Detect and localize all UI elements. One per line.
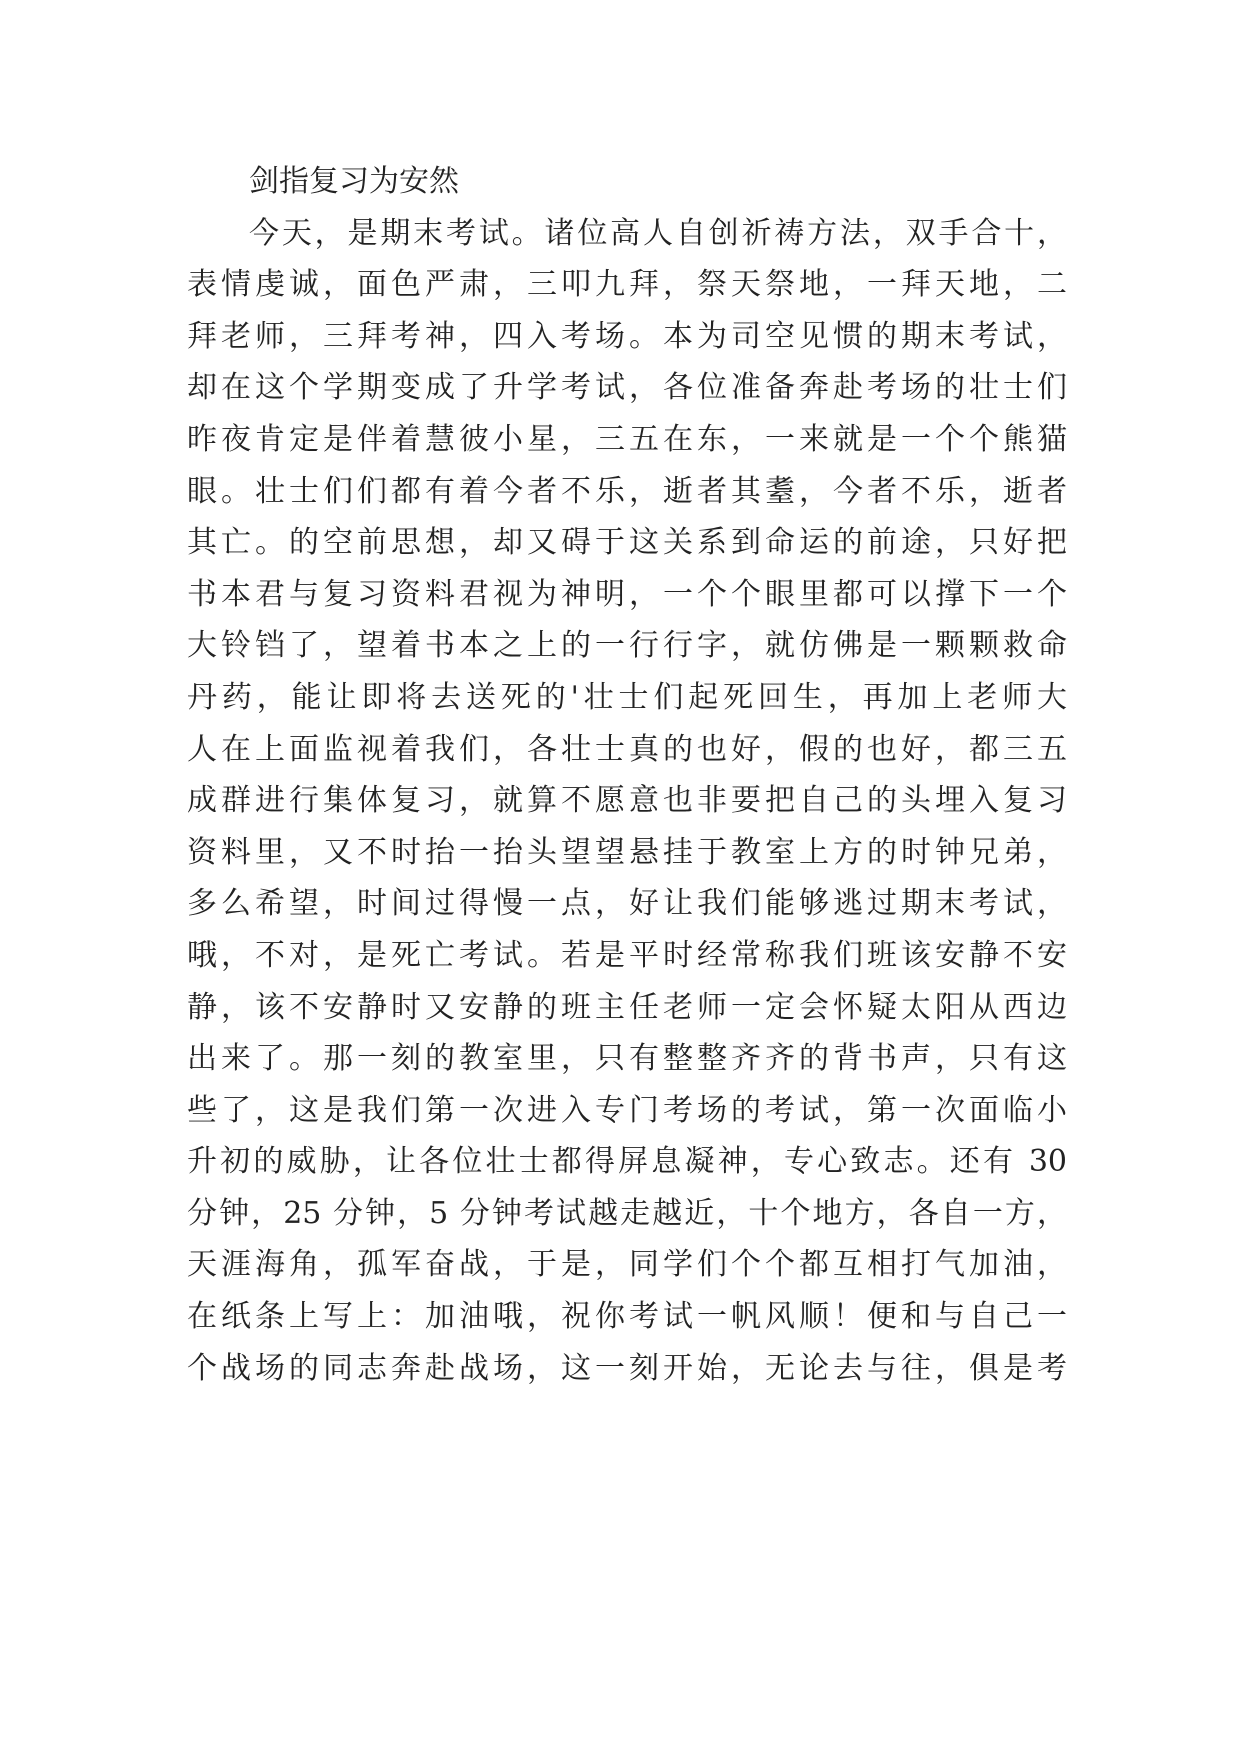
article-title: 剑指复习为安然 — [249, 164, 459, 199]
text-line-11: 人在上面监视着我们，各壮士真的也好，假的也好，都三五 — [187, 731, 1067, 767]
text-line-16: 静，该不安静时又安静的班主任老师一定会怀疑太阳从西边 — [187, 989, 1067, 1025]
article-body — [187, 156, 1067, 1394]
text-line-22: 在纸条上写上：加油哦，祝你考试一帆风顺！便和与自己一 — [187, 1299, 1067, 1335]
text-line-3: 拜老师，三拜考神，四入考场。本为司空见惯的期末考试， — [187, 318, 1067, 354]
text-line-9: 大铃铛了，望着书本之上的一行行字，就仿佛是一颗颗救命 — [187, 628, 1067, 664]
text-line-15: 哦，不对，是死亡考试。若是平时经常称我们班该安静不安 — [187, 937, 1067, 973]
text-line-18: 些了，这是我们第一次进入专门考场的考试，第一次面临小 — [187, 1092, 1067, 1128]
text-line-10: 丹药，能让即将去送死的'壮士们起死回生，再加上老师大 — [187, 679, 1067, 715]
text-line-17: 出来了。那一刻的教室里，只有整整齐齐的背书声，只有这 — [187, 1041, 1067, 1077]
text-line-12: 成群进行集体复习，就算不愿意也非要把自己的头埋入复习 — [187, 783, 1067, 819]
text-line-7: 其亡。的空前思想，却又碍于这关系到命运的前途，只好把 — [187, 525, 1067, 561]
text-line-19: 升初的威胁，让各位壮士都得屏息凝神，专心致志。还有 30 — [187, 1144, 1067, 1180]
text-line-13: 资料里，又不时抬一抬头望望悬挂于教室上方的时钟兄弟， — [187, 834, 1067, 870]
text-line-21: 天涯海角，孤军奋战，于是，同学们个个都互相打气加油， — [187, 1247, 1067, 1283]
text-line-6: 眼。壮士们们都有着今者不乐，逝者其耋，今者不乐，逝者 — [187, 473, 1067, 509]
text-line-23: 个战场的同志奔赴战场，这一刻开始，无论去与往，俱是考 — [187, 1350, 1067, 1386]
text-line-14: 多么希望，时间过得慢一点，好让我们能够逃过期末考试， — [187, 886, 1067, 922]
text-line-5: 昨夜肯定是伴着慧彼小星，三五在东，一来就是一个个熊猫 — [187, 421, 1067, 457]
text-line-1: 今天，是期末考试。诸位高人自创祈祷方法，双手合十， — [249, 215, 1067, 251]
text-line-20: 分钟，25 分钟，5 分钟考试越走越近，十个地方，各自一方， — [187, 1195, 1067, 1231]
text-line-8: 书本君与复习资料君视为神明，一个个眼里都可以撑下一个 — [187, 576, 1067, 612]
text-line-2: 表情虔诚，面色严肃，三叩九拜，祭天祭地，一拜天地，二 — [187, 267, 1067, 303]
text-line-4: 却在这个学期变成了升学考试，各位准备奔赴考场的壮士们 — [187, 370, 1067, 406]
paragraph — [187, 208, 1067, 1395]
